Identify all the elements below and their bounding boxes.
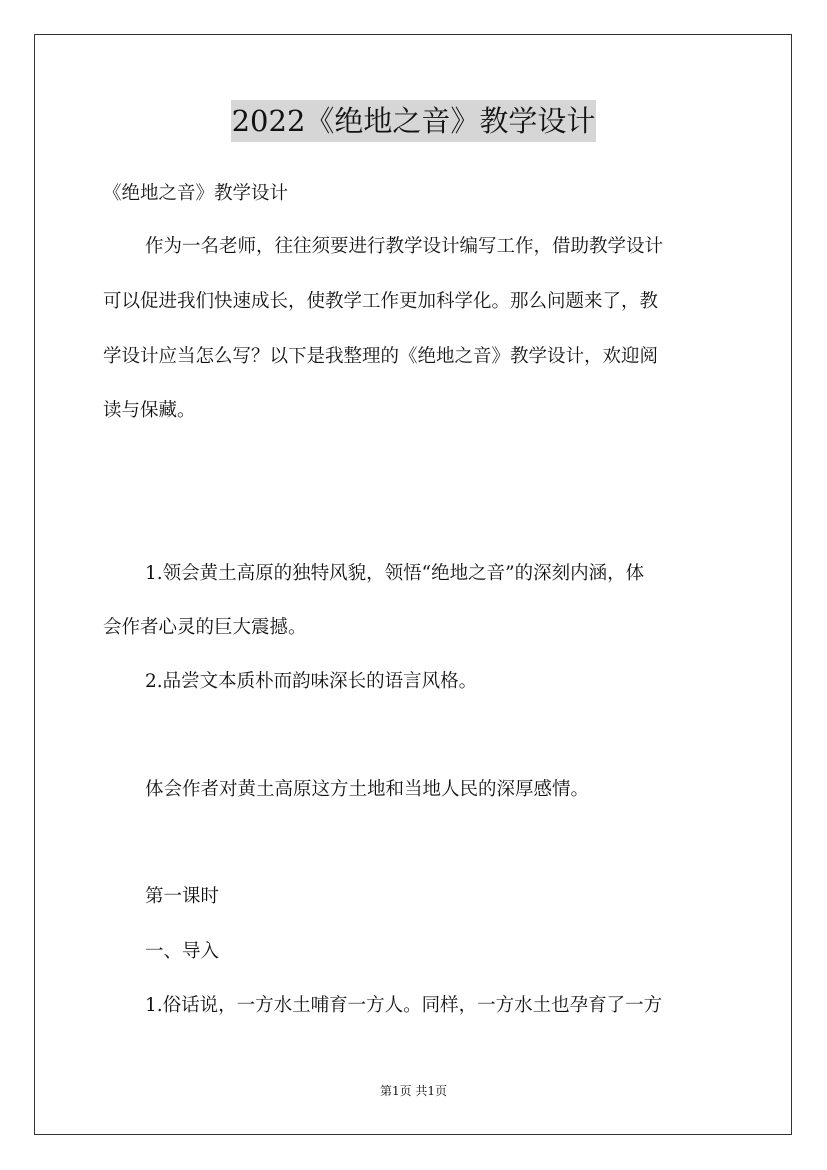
intro-line-3: 学设计应当怎么写？以下是我整理的《绝地之音》教学设计，欢迎阅 bbox=[103, 346, 659, 367]
document-title: 2022《绝地之音》教学设计 bbox=[231, 100, 597, 142]
subtitle: 《绝地之音》教学设计 bbox=[103, 183, 289, 204]
section-heading: 一、导入 bbox=[145, 941, 220, 962]
page-footer: 第1页 共1页 bbox=[379, 1084, 448, 1098]
lesson-heading: 第一课时 bbox=[145, 886, 220, 907]
intro-line-4: 读与保藏。 bbox=[103, 400, 196, 421]
goal-1-line-2: 会作者心灵的巨大震撼。 bbox=[103, 617, 307, 638]
intro-line-2: 可以促进我们快速成长，使教学工作更加科学化。那么问题来了，教 bbox=[103, 291, 659, 312]
intro-line-1: 作为一名老师，往往须要进行教学设计编写工作，借助教学设计 bbox=[145, 236, 664, 257]
goal-1-line-1: 1.领会黄土高原的独特风貌，领悟“绝地之音”的深刻内涵，体 bbox=[145, 563, 645, 584]
step-1-line: 1.俗话说，一方水土哺育一方人。同样，一方水土也孕育了一方 bbox=[145, 995, 663, 1016]
goal-2: 2.品尝文本质朴而韵味深长的语言风格。 bbox=[145, 671, 478, 692]
title-container bbox=[0, 100, 827, 142]
emotion-goal: 体会作者对黄土高原这方土地和当地人民的深厚感情。 bbox=[145, 779, 590, 800]
